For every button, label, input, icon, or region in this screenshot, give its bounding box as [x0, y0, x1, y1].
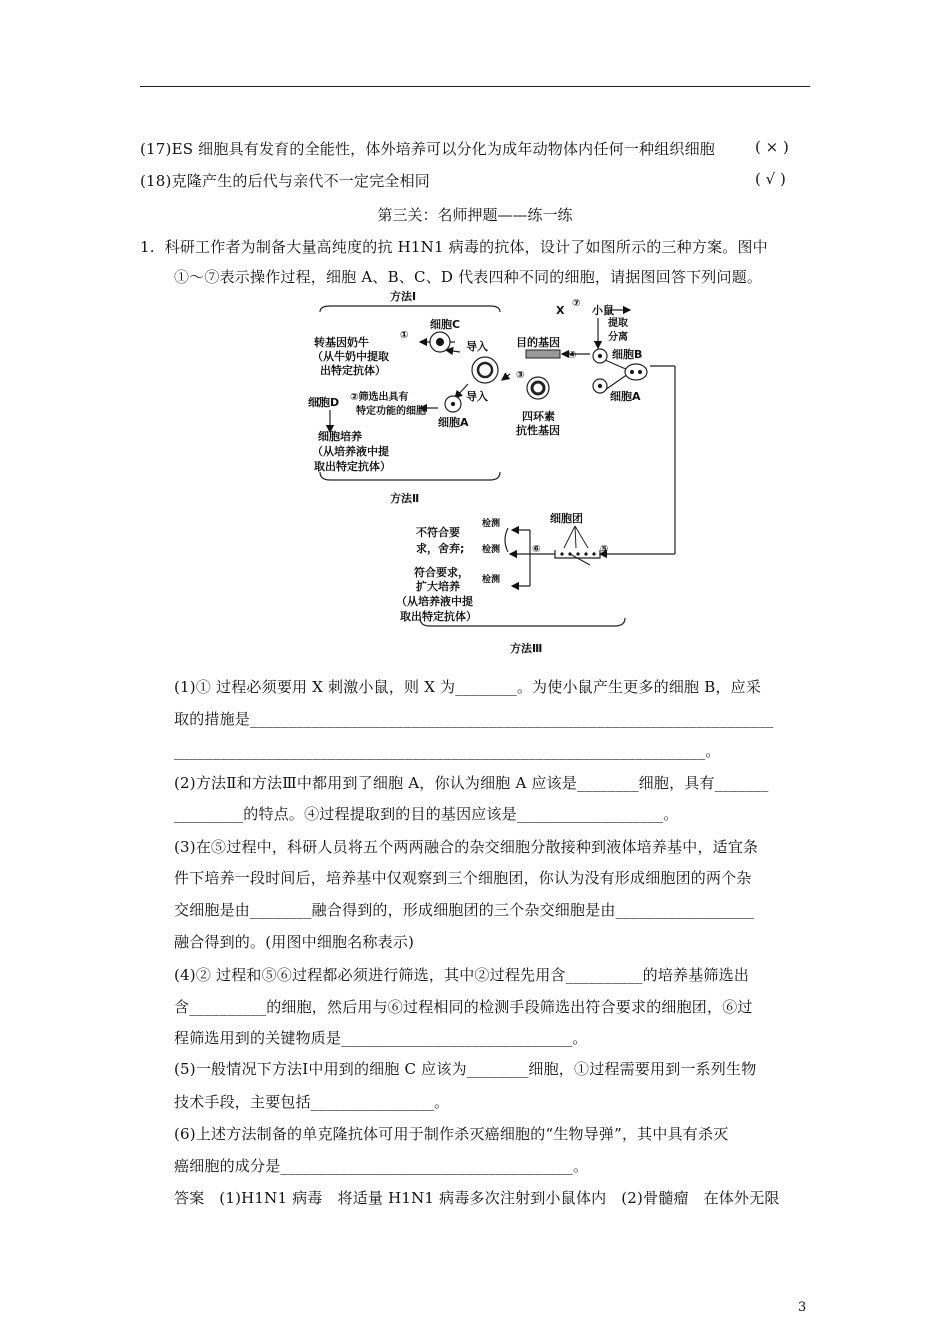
culture-label-1: 细胞培养	[318, 430, 362, 443]
step3-label: ③	[516, 370, 525, 381]
sub1-line-c: _____________________________________________________________________。	[174, 742, 721, 760]
method3-label: 方法Ⅲ	[510, 642, 543, 655]
cell-a-right-label: 细胞A	[610, 390, 641, 403]
sub4-line-b: 含__________的细胞，然后用与⑥过程相同的检测手段筛选出符合要求的细胞团，⑥过	[174, 998, 753, 1016]
accept-label-4: 取出特定抗体）	[400, 610, 477, 623]
method1-label: 方法Ⅰ	[390, 290, 417, 303]
intro-1-label: 导入	[466, 340, 488, 353]
item-18-text: (18)克隆产生的后代与亲代不一定完全相同	[140, 172, 430, 190]
answer-line: 答案 (1)H1N1 病毒 将适量 H1N1 病毒多次注射到小鼠体内 (2)骨髓瘤 在体外无限	[174, 1189, 780, 1207]
item-17-text: (17)ES 细胞具有发育的全能性，体外培养可以分化为成年动物体内任何一种组织细胞	[140, 140, 715, 158]
item-17-mark: ( × )	[755, 138, 789, 156]
sub5-line-a: (5)一般情况下方法Ⅰ中用到的细胞 C 应该为________细胞，①过程需要用到一系列生物	[174, 1060, 757, 1078]
sub2-line-a: (2)方法Ⅱ和方法Ⅲ中都用到了细胞 A，你认为细胞 A 应该是________细胞，具有_______	[174, 774, 769, 792]
sub6-line-b: 癌细胞的成分是______________________________________。	[174, 1157, 589, 1175]
tetra-label-2: 抗性基因	[516, 424, 560, 437]
step2-label: ②筛选出具有	[350, 392, 409, 403]
extract-label-1: 提取	[608, 318, 628, 329]
sub4-line-a: (4)② 过程和⑤⑥过程都必须进行筛选，其中②过程先用含__________的培养基筛选出	[174, 966, 750, 984]
fused-cell	[625, 364, 647, 380]
sub2-line-b: _________的特点。④过程提取到的目的基因应该是___________________。	[174, 805, 679, 823]
page-number: 3	[798, 1300, 807, 1315]
sub3-line-b: 件下培养一段时间后，培养基中仅观察到三个细胞团，你认为没有形成细胞团的两个杂	[174, 869, 752, 887]
colony-label: 细胞团	[550, 512, 583, 525]
cow-label-2: （从牛奶中提取	[312, 350, 389, 363]
step2b-label: 特定功能的细胞	[356, 406, 426, 417]
method2-brace	[320, 472, 500, 480]
antibody-diagram	[290, 290, 690, 662]
x-label: X	[556, 304, 565, 317]
arrow-step3	[502, 374, 510, 380]
sub3-line-c: 交细胞是由________融合得到的，形成细胞团的三个杂交细胞是由__________________	[174, 901, 755, 919]
accept-label-2: 扩大培养	[416, 580, 460, 593]
accept-label-1: 符合要求，	[414, 566, 469, 579]
cell-b-label: 细胞B	[612, 348, 643, 361]
culture-label-3: 取出特定抗体）	[314, 460, 391, 473]
tetra-label-1: 四环素	[522, 410, 555, 423]
section-title: 第三关：名师押题——练一练	[377, 206, 573, 224]
sub1-line-a: (1)① 过程必须要用 X 刺激小鼠，则 X 为________。为使小鼠产生更多的细胞 B，应采	[174, 678, 762, 696]
detect-label-1: 检测	[482, 519, 501, 529]
reject-label-2: 求，舍弃;	[416, 542, 465, 555]
cell-c-label: 细胞C	[430, 318, 461, 331]
step5-label: ⑤	[600, 544, 609, 555]
item-18-mark: ( √ )	[755, 170, 786, 188]
reject-label-1: 不符合要	[416, 526, 460, 539]
method2-label: 方法Ⅱ	[390, 492, 420, 505]
sub3-line-d: 融合得到的。(用图中细胞名称表示)	[174, 933, 415, 951]
sub4-line-c: 程筛选用到的关键物质是______________________________。	[174, 1029, 588, 1047]
question-line-2: ①～⑦表示操作过程，细胞 A、B、C、D 代表四种不同的细胞，请据图回答下列问题。	[174, 268, 763, 286]
step4-label: ④	[568, 350, 577, 361]
sub3-line-a: (3)在⑤过程中，科研人员将五个两两融合的杂交细胞分散接种到液体培养基中，适宜条	[174, 838, 759, 856]
cell-a-left-label: 细胞A	[438, 416, 469, 429]
colony-dots	[560, 552, 595, 555]
target-gene-bar	[526, 350, 560, 358]
detect-label-2: 检测	[482, 545, 501, 555]
sub6-line-a: (6)上述方法制备的单克隆抗体可用于制作杀灭癌细胞的“生物导弹”，其中具有杀灭	[174, 1125, 729, 1143]
sub5-line-b: 技术手段，主要包括________________。	[174, 1093, 450, 1111]
culture-label-2: （从培养液中提	[312, 445, 389, 458]
detect-label-3: 检测	[482, 575, 501, 585]
mouse-label: 小鼠	[592, 304, 614, 317]
cow-label-3: 出特定抗体）	[320, 364, 386, 377]
question-line-1: 1. 科研工作者为制备大量高纯度的抗 H1N1 病毒的抗体，设计了如图所示的三种方案。图中	[140, 238, 768, 256]
sub1-line-b: 取的措施是____________________________________________________________________	[174, 710, 774, 728]
extract-label-2: 分离	[608, 332, 628, 343]
step7-label: ⑦	[572, 298, 581, 309]
header-rule	[140, 86, 810, 87]
cow-label-1: 转基因奶牛	[314, 336, 369, 349]
method1-brace	[320, 306, 500, 312]
step6-label: ⑥	[532, 544, 541, 555]
target-gene-label: 目的基因	[516, 336, 560, 349]
cell-d-label: 细胞D	[308, 396, 340, 409]
intro-2-label: 导入	[466, 390, 488, 403]
step1-label: ①	[400, 330, 409, 341]
accept-label-3: （从培养液中提	[396, 595, 473, 608]
